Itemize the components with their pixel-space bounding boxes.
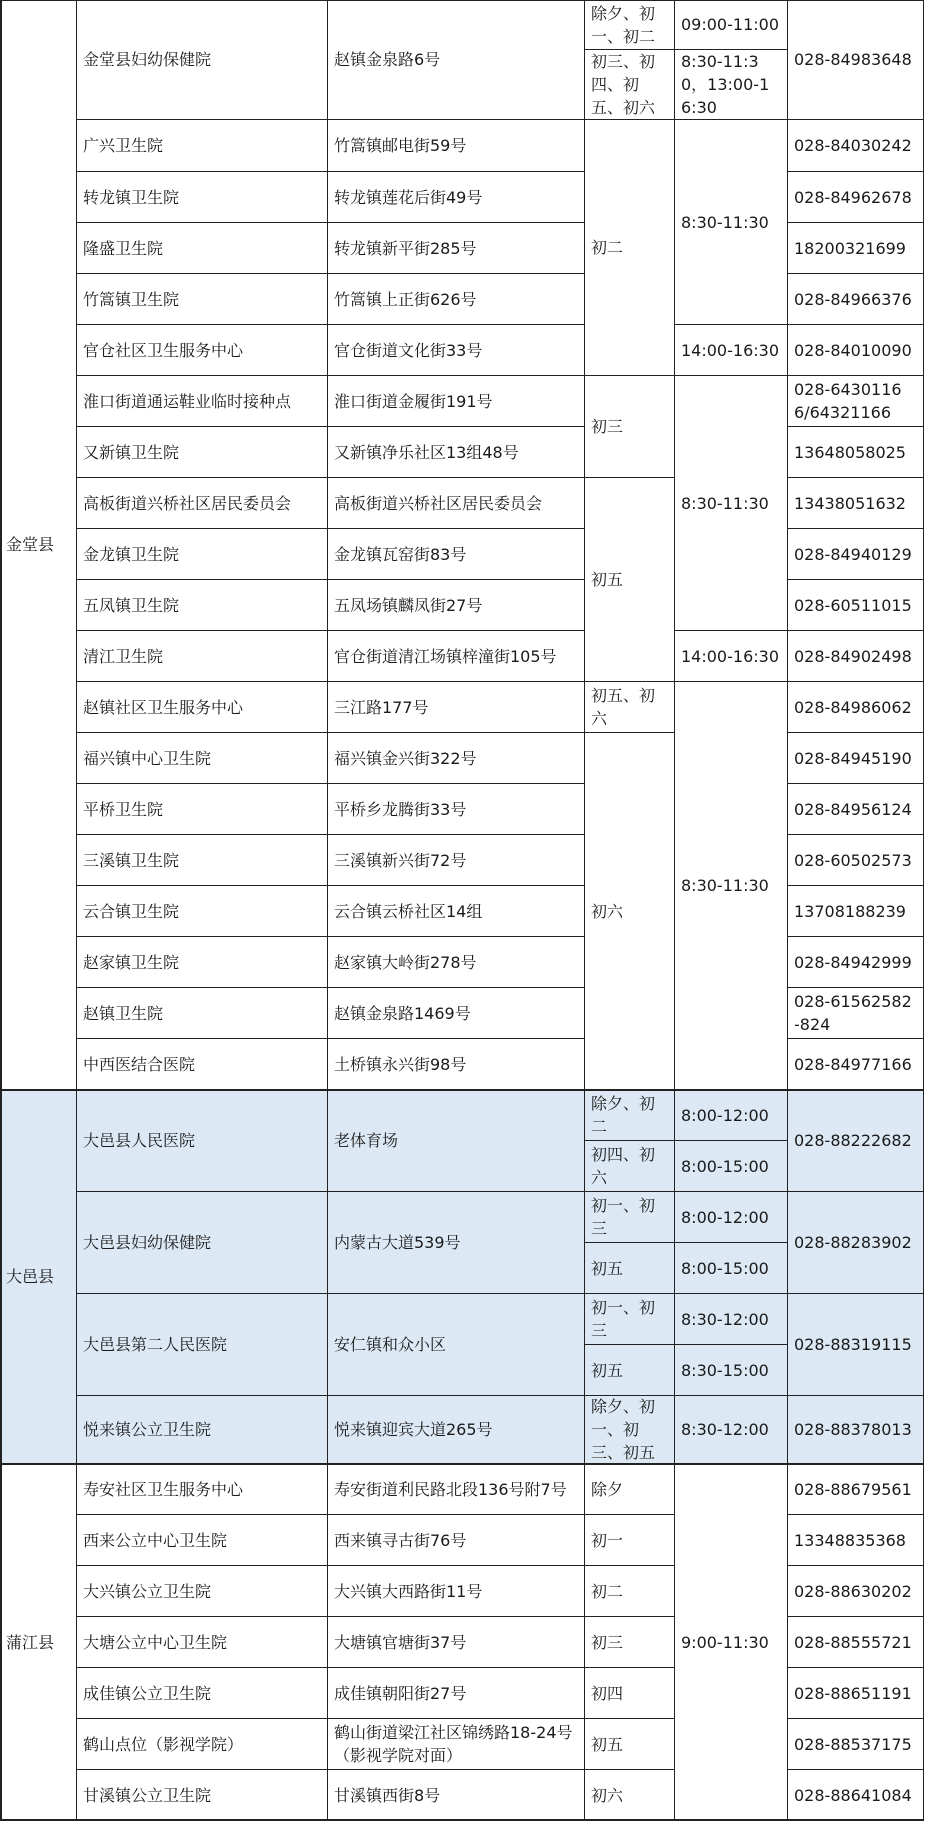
site-name: 大邑县人民医院 (77, 1090, 328, 1192)
site-phone: 13438051632 (788, 478, 924, 529)
slot-days: 初一、初三 (585, 1294, 675, 1345)
merged-time: 8:30-11:30 (675, 682, 788, 1090)
site-address: 官仓街道文化街33号 (328, 325, 585, 376)
site-address: 转龙镇新平街285号 (328, 223, 585, 274)
slot-days: 除夕 (585, 1464, 675, 1515)
slot-time: 8:30-12:00 (675, 1294, 788, 1345)
site-phone: 028-84945190 (788, 733, 924, 784)
site-phone: 18200321699 (788, 223, 924, 274)
site-name: 金龙镇卫生院 (77, 529, 328, 580)
site-name: 福兴镇中心卫生院 (77, 733, 328, 784)
slot-days: 初六 (585, 1770, 675, 1821)
site-address: 平桥乡龙腾街33号 (328, 784, 585, 835)
site-address: 高板街道兴桥社区居民委员会 (328, 478, 585, 529)
site-phone: 028-88630202 (788, 1566, 924, 1617)
merged-time: 8:30-11:30 (675, 120, 788, 325)
slot-time: 8:00-12:00 (675, 1192, 788, 1243)
site-name: 金堂县妇幼保健院 (77, 0, 328, 120)
site-address: 福兴镇金兴街322号 (328, 733, 585, 784)
site-address: 赵镇金泉路1469号 (328, 988, 585, 1039)
site-address: 内蒙古大道539号 (328, 1192, 585, 1294)
merged-days: 初五、初六 (585, 682, 675, 733)
site-phone: 028-84966376 (788, 274, 924, 325)
site-address: 转龙镇莲花后街49号 (328, 172, 585, 223)
slot-time: 8:30-15:00 (675, 1345, 788, 1396)
site-name: 大塘公立中心卫生院 (77, 1617, 328, 1668)
site-phone: 028-88555721 (788, 1617, 924, 1668)
site-address: 土桥镇永兴街98号 (328, 1039, 585, 1090)
site-address: 又新镇净乐社区13组48号 (328, 427, 585, 478)
site-address: 三溪镇新兴街72号 (328, 835, 585, 886)
site-name: 中西医结合医院 (77, 1039, 328, 1090)
district-name: 大邑县 (0, 1090, 77, 1464)
site-name: 广兴卫生院 (77, 120, 328, 172)
merged-days: 初六 (585, 733, 675, 1090)
site-phone: 028-84962678 (788, 172, 924, 223)
merged-time: 8:30-11:30 (675, 376, 788, 631)
site-address: 安仁镇和众小区 (328, 1294, 585, 1396)
site-name: 大邑县妇幼保健院 (77, 1192, 328, 1294)
site-address: 鹤山街道梁江社区锦绣路18-24号（影视学院对面） (328, 1719, 585, 1770)
slot-time: 8:00-15:00 (675, 1243, 788, 1294)
site-phone: 028-88679561 (788, 1464, 924, 1515)
site-phone: 028-84983648 (788, 0, 924, 120)
site-phone: 028-61562582-824 (788, 988, 924, 1039)
site-name: 寿安社区卫生服务中心 (77, 1464, 328, 1515)
site-address: 甘溪镇西街8号 (328, 1770, 585, 1821)
merged-days: 初五 (585, 478, 675, 682)
site-address: 淮口街道金履街191号 (328, 376, 585, 427)
slot-days: 除夕、初一、初三、初五 (585, 1396, 675, 1464)
slot-time: 8:00-12:00 (675, 1090, 788, 1141)
section-divider (0, 1089, 924, 1091)
slot-days: 除夕、初二 (585, 1090, 675, 1141)
merged-time: 14:00-16:30 (675, 631, 788, 682)
site-phone: 13648058025 (788, 427, 924, 478)
slot-days: 初二 (585, 1566, 675, 1617)
site-phone: 028-60502573 (788, 835, 924, 886)
district-name: 蒲江县 (0, 1464, 77, 1821)
site-address: 赵镇金泉路6号 (328, 0, 585, 120)
merged-days: 初三 (585, 376, 675, 478)
site-name: 淮口街道通运鞋业临时接种点 (77, 376, 328, 427)
merged-time: 9:00-11:30 (675, 1464, 788, 1821)
slot-time: 8:00-15:00 (675, 1141, 788, 1192)
site-phone: 13708188239 (788, 886, 924, 937)
site-name: 高板街道兴桥社区居民委员会 (77, 478, 328, 529)
site-name: 赵镇卫生院 (77, 988, 328, 1039)
site-name: 赵镇社区卫生服务中心 (77, 682, 328, 733)
merged-days: 初二 (585, 120, 675, 376)
site-address: 寿安街道利民路北段136号附7号 (328, 1464, 585, 1515)
site-phone: 028-88651191 (788, 1668, 924, 1719)
site-address: 官仓街道清江场镇梓潼街105号 (328, 631, 585, 682)
site-phone: 028-84956124 (788, 784, 924, 835)
site-phone: 028-84977166 (788, 1039, 924, 1090)
site-name: 清江卫生院 (77, 631, 328, 682)
slot-days: 初三、初四、初五、初六 (585, 50, 675, 120)
site-address: 竹篙镇邮电街59号 (328, 120, 585, 172)
site-name: 五凤镇卫生院 (77, 580, 328, 631)
site-phone: 028-84902498 (788, 631, 924, 682)
site-name: 鹤山点位（影视学院） (77, 1719, 328, 1770)
slot-time: 8:30-12:00 (675, 1396, 788, 1464)
slot-days: 初三 (585, 1617, 675, 1668)
site-phone: 028-88222682 (788, 1090, 924, 1192)
section-divider (0, 1463, 924, 1465)
slot-time: 8:30-11:30，13:00-16:30 (675, 50, 788, 120)
site-name: 大兴镇公立卫生院 (77, 1566, 328, 1617)
slot-days: 初四、初六 (585, 1141, 675, 1192)
site-phone: 028-84030242 (788, 120, 924, 172)
site-name: 隆盛卫生院 (77, 223, 328, 274)
site-address: 金龙镇瓦窑街83号 (328, 529, 585, 580)
site-address: 悦来镇迎宾大道265号 (328, 1396, 585, 1464)
site-phone: 028-84010090 (788, 325, 924, 376)
site-phone: 028-88641084 (788, 1770, 924, 1821)
merged-time: 14:00-16:30 (675, 325, 788, 376)
site-name: 云合镇卫生院 (77, 886, 328, 937)
site-phone: 028-84942999 (788, 937, 924, 988)
site-phone: 028-88319115 (788, 1294, 924, 1396)
site-address: 竹篙镇上正街626号 (328, 274, 585, 325)
site-name: 悦来镇公立卫生院 (77, 1396, 328, 1464)
district-name: 金堂县 (0, 0, 77, 1090)
site-phone: 13348835368 (788, 1515, 924, 1566)
site-name: 又新镇卫生院 (77, 427, 328, 478)
site-phone: 028-84986062 (788, 682, 924, 733)
site-phone: 028-88283902 (788, 1192, 924, 1294)
site-phone: 028-64301166/64321166 (788, 376, 924, 427)
slot-days: 初五 (585, 1345, 675, 1396)
site-address: 五凤场镇麟凤街27号 (328, 580, 585, 631)
site-address: 大塘镇官塘街37号 (328, 1617, 585, 1668)
site-address: 西来镇寻古街76号 (328, 1515, 585, 1566)
site-name: 成佳镇公立卫生院 (77, 1668, 328, 1719)
slot-days: 初五 (585, 1719, 675, 1770)
slot-days: 初四 (585, 1668, 675, 1719)
site-address: 三江路177号 (328, 682, 585, 733)
slot-days: 初五 (585, 1243, 675, 1294)
site-name: 三溪镇卫生院 (77, 835, 328, 886)
site-name: 西来公立中心卫生院 (77, 1515, 328, 1566)
site-address: 大兴镇大西路街11号 (328, 1566, 585, 1617)
site-address: 云合镇云桥社区14组 (328, 886, 585, 937)
site-name: 大邑县第二人民医院 (77, 1294, 328, 1396)
site-address: 老体育场 (328, 1090, 585, 1192)
site-address: 成佳镇朝阳街27号 (328, 1668, 585, 1719)
site-name: 官仓社区卫生服务中心 (77, 325, 328, 376)
site-name: 竹篙镇卫生院 (77, 274, 328, 325)
site-name: 赵家镇卫生院 (77, 937, 328, 988)
site-name: 平桥卫生院 (77, 784, 328, 835)
site-phone: 028-88378013 (788, 1396, 924, 1464)
site-name: 甘溪镇公立卫生院 (77, 1770, 328, 1821)
site-phone: 028-84940129 (788, 529, 924, 580)
slot-days: 初一、初三 (585, 1192, 675, 1243)
site-address: 赵家镇大岭街278号 (328, 937, 585, 988)
slot-days: 除夕、初一、初二 (585, 0, 675, 50)
site-phone: 028-88537175 (788, 1719, 924, 1770)
site-name: 转龙镇卫生院 (77, 172, 328, 223)
site-phone: 028-60511015 (788, 580, 924, 631)
slot-time: 09:00-11:00 (675, 0, 788, 50)
slot-days: 初一 (585, 1515, 675, 1566)
